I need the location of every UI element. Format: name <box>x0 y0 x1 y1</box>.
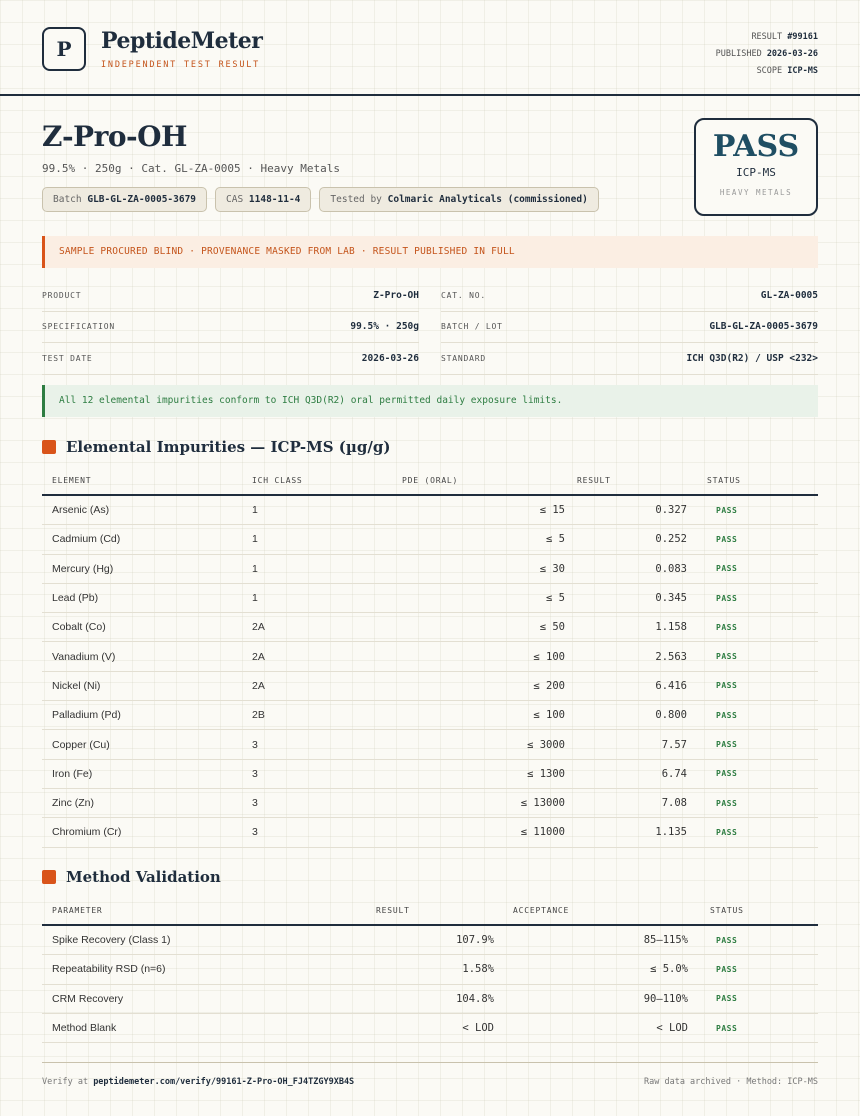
status-cell: PASS <box>697 671 818 700</box>
element-cell: Lead (Pb) <box>42 583 242 612</box>
cas-chip: CAS 1148-11-4 <box>215 187 311 212</box>
info-row: BATCH / LOT GLB-GL-ZA-0005-3679 <box>441 312 818 344</box>
ich-class-cell: 3 <box>242 730 352 759</box>
element-cell: Arsenic (As) <box>42 495 242 525</box>
conformance-banner: All 12 elemental impurities conform to ICH Q3D(R2) oral permitted daily exposure limits. <box>42 385 818 417</box>
acceptance-cell: < LOD <box>504 1013 698 1042</box>
brand-name: PeptideMeter <box>101 28 263 54</box>
validation-table <box>42 896 818 1043</box>
table-row <box>42 525 818 554</box>
val-result-cell: 107.9% <box>292 925 504 955</box>
val-status-cell: PASS <box>698 1013 818 1042</box>
info-left <box>42 280 419 375</box>
pde-cell: ≤ 5 <box>352 583 575 612</box>
result-cell: 2.563 <box>575 642 697 671</box>
status-cell: PASS <box>697 613 818 642</box>
element-cell: Vanadium (V) <box>42 642 242 671</box>
status-cell: PASS <box>697 642 818 671</box>
table-row <box>42 955 818 984</box>
ich-class-cell: 1 <box>242 583 352 612</box>
ich-class-cell: 1 <box>242 554 352 583</box>
pde-cell: ≤ 15 <box>352 495 575 525</box>
pde-cell: ≤ 13000 <box>352 788 575 817</box>
status-cell: PASS <box>697 788 818 817</box>
table-row <box>42 671 818 700</box>
col-pde: PDE (ORAL) <box>352 466 575 495</box>
status-cell: PASS <box>697 759 818 788</box>
product-title: Z-Pro-OH <box>42 120 188 153</box>
element-cell: Iron (Fe) <box>42 759 242 788</box>
result-cell: 0.252 <box>575 525 697 554</box>
status-cell: PASS <box>697 818 818 847</box>
parameter-cell: Spike Recovery (Class 1) <box>42 925 292 955</box>
tested-by-chip: Tested by Colmaric Analyticals (commissioned) <box>319 187 598 212</box>
ich-class-cell: 1 <box>242 525 352 554</box>
info-row: STANDARD ICH Q3D(R2) / USP <232> <box>441 343 818 375</box>
product-chips <box>42 187 599 212</box>
ich-class-cell: 3 <box>242 818 352 847</box>
scope: SCOPE ICP-MS <box>756 66 818 76</box>
table-row <box>42 583 818 612</box>
col-ich-class: ICH CLASS <box>242 466 352 495</box>
validation-heading <box>42 868 221 886</box>
element-cell: Cobalt (Co) <box>42 613 242 642</box>
result-id: RESULT #99161 <box>751 32 818 42</box>
status-cell: PASS <box>697 525 818 554</box>
ich-class-cell: 2A <box>242 613 352 642</box>
col-element: ELEMENT <box>42 466 242 495</box>
info-row: SPECIFICATION 99.5% · 250g <box>42 312 419 344</box>
result-cell: 7.57 <box>575 730 697 759</box>
result-cell: 0.800 <box>575 701 697 730</box>
section-marker-icon <box>42 440 56 454</box>
table-row <box>42 788 818 817</box>
table-row <box>42 613 818 642</box>
result-cell: 1.158 <box>575 613 697 642</box>
table-row <box>42 925 818 955</box>
table-row <box>42 495 818 525</box>
product-subline: 99.5% · 250g · Cat. GL-ZA-0005 · Heavy Metals <box>42 162 341 175</box>
element-cell: Mercury (Hg) <box>42 554 242 583</box>
validation-title: Method Validation <box>66 868 221 886</box>
table-row <box>42 642 818 671</box>
pde-cell: ≤ 50 <box>352 613 575 642</box>
section-marker-icon <box>42 870 56 884</box>
val-result-cell: < LOD <box>292 1013 504 1042</box>
brand-logo: P <box>42 27 86 71</box>
acceptance-cell: 85–115% <box>504 925 698 955</box>
val-status-cell: PASS <box>698 984 818 1013</box>
status-cell: PASS <box>697 583 818 612</box>
result-cell: 6.74 <box>575 759 697 788</box>
ich-class-cell: 2B <box>242 701 352 730</box>
element-cell: Cadmium (Cd) <box>42 525 242 554</box>
result-meta <box>716 29 818 80</box>
ich-class-cell: 3 <box>242 759 352 788</box>
result-cell: 6.416 <box>575 671 697 700</box>
table-row <box>42 818 818 847</box>
ich-class-cell: 2A <box>242 642 352 671</box>
pde-cell: ≤ 100 <box>352 701 575 730</box>
stamp-category: HEAVY METALS <box>719 188 793 197</box>
status-cell: PASS <box>697 701 818 730</box>
val-result-cell: 104.8% <box>292 984 504 1013</box>
impurities-header-row <box>42 466 818 495</box>
acceptance-cell: 90–110% <box>504 984 698 1013</box>
info-row: CAT. NO. GL-ZA-0005 <box>441 280 818 312</box>
table-row <box>42 554 818 583</box>
pde-cell: ≤ 1300 <box>352 759 575 788</box>
validation-header-row <box>42 896 818 925</box>
stamp-verdict: PASS <box>712 129 800 164</box>
table-row <box>42 759 818 788</box>
brand-tagline: INDEPENDENT TEST RESULT <box>101 60 261 70</box>
batch-chip: Batch GLB-GL-ZA-0005-3679 <box>42 187 207 212</box>
table-row <box>42 730 818 759</box>
info-row: PRODUCT Z-Pro-OH <box>42 280 419 312</box>
procurement-notice: SAMPLE PROCURED BLIND · PROVENANCE MASKED FROM LAB · RESULT PUBLISHED IN FULL <box>42 236 818 268</box>
ich-class-cell: 1 <box>242 495 352 525</box>
result-cell: 7.08 <box>575 788 697 817</box>
pass-stamp <box>694 118 818 216</box>
element-cell: Palladium (Pd) <box>42 701 242 730</box>
impurities-table <box>42 466 818 848</box>
element-cell: Chromium (Cr) <box>42 818 242 847</box>
element-cell: Copper (Cu) <box>42 730 242 759</box>
verify-link[interactable]: peptidemeter.com/verify/99161-Z-Pro-OH_FJ4TZGY9XB4S <box>93 1077 355 1087</box>
footer-note: Raw data archived · Method: ICP-MS <box>644 1077 818 1087</box>
ich-class-cell: 3 <box>242 788 352 817</box>
impurities-title: Elemental Impurities — ICP-MS (µg/g) <box>66 438 391 456</box>
acceptance-cell: ≤ 5.0% <box>504 955 698 984</box>
status-cell: PASS <box>697 730 818 759</box>
col-status: STATUS <box>697 466 818 495</box>
ich-class-cell: 2A <box>242 671 352 700</box>
result-cell: 0.327 <box>575 495 697 525</box>
report-header <box>0 0 860 96</box>
val-status-cell: PASS <box>698 925 818 955</box>
result-cell: 1.135 <box>575 818 697 847</box>
col-val-result: RESULT <box>292 896 504 925</box>
parameter-cell: CRM Recovery <box>42 984 292 1013</box>
pde-cell: ≤ 30 <box>352 554 575 583</box>
col-parameter: PARAMETER <box>42 896 292 925</box>
col-result: RESULT <box>575 466 697 495</box>
verify-text: Verify at peptidemeter.com/verify/99161-Z-Pro-OH_FJ4TZGY9XB4S <box>42 1077 355 1087</box>
stamp-method: ICP-MS <box>736 166 776 179</box>
val-result-cell: 1.58% <box>292 955 504 984</box>
pde-cell: ≤ 5 <box>352 525 575 554</box>
col-val-status: STATUS <box>698 896 818 925</box>
table-row <box>42 1013 818 1042</box>
report-footer <box>42 1062 818 1087</box>
element-cell: Zinc (Zn) <box>42 788 242 817</box>
table-row <box>42 984 818 1013</box>
col-acceptance: ACCEPTANCE <box>504 896 698 925</box>
pde-cell: ≤ 100 <box>352 642 575 671</box>
status-cell: PASS <box>697 554 818 583</box>
info-row: TEST DATE 2026-03-26 <box>42 343 419 375</box>
parameter-cell: Method Blank <box>42 1013 292 1042</box>
val-status-cell: PASS <box>698 955 818 984</box>
table-row <box>42 701 818 730</box>
result-cell: 0.345 <box>575 583 697 612</box>
impurities-heading <box>42 438 390 456</box>
pde-cell: ≤ 200 <box>352 671 575 700</box>
result-cell: 0.083 <box>575 554 697 583</box>
parameter-cell: Repeatability RSD (n=6) <box>42 955 292 984</box>
element-cell: Nickel (Ni) <box>42 671 242 700</box>
status-cell: PASS <box>697 495 818 525</box>
pde-cell: ≤ 11000 <box>352 818 575 847</box>
published-date: PUBLISHED 2026-03-26 <box>715 49 818 59</box>
pde-cell: ≤ 3000 <box>352 730 575 759</box>
info-right <box>441 280 818 375</box>
